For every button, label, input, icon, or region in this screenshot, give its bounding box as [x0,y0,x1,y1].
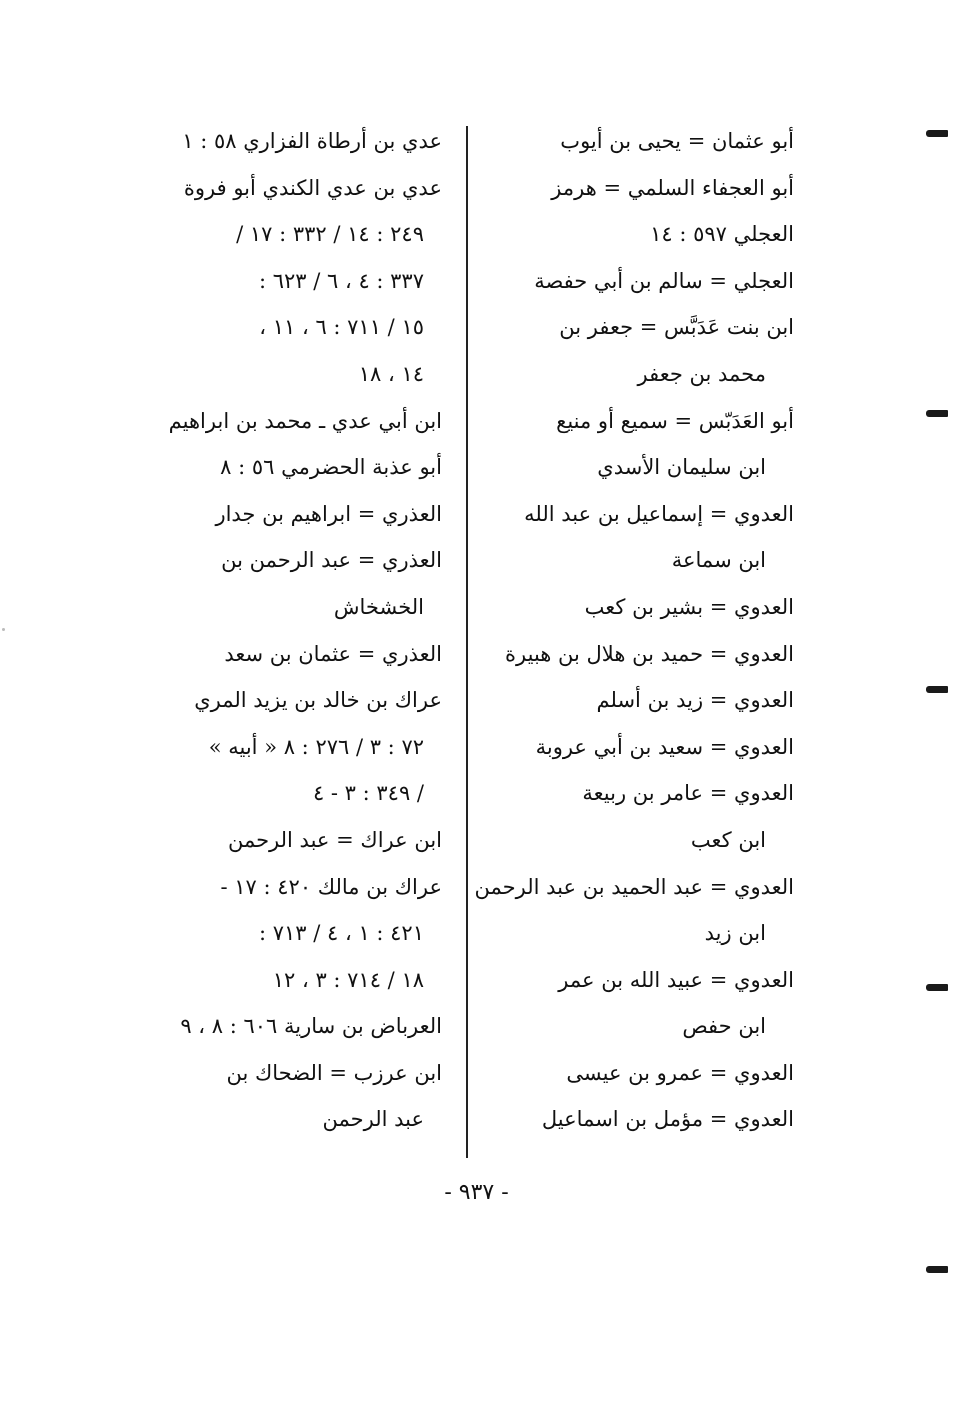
binding-mark [926,984,948,991]
entry-line: ابن أبي عدي ـ محمد بن ابراهيم [168,408,442,433]
entry-continuation: عبد الرحمن [322,1107,424,1132]
right-column [474,118,794,1143]
entry-line: العدوي = سعيد بن أبي عروبة [535,734,794,759]
entry-line: العدوي = عامر بن ربيعة [582,781,794,806]
entry-continuation: ابن كعب [690,827,766,852]
entry-line: أبو العَدَبّس = سميع أو منيع [556,408,794,433]
entry-line: العدوي = مؤمل بن اسماعيل [541,1107,794,1132]
entry-line: أبو عثمان = يحيى بن أيوب [560,129,794,153]
entry-line: ابن عرزب = الضحاك بن [226,1060,442,1085]
binding-mark [926,1266,948,1273]
entry-line: العرباض بن سارية ٦٠٦ : ٨ ، ٩ [180,1014,442,1039]
entry-continuation: ابن سماعة [671,548,766,573]
entry-references: ٣٣٧ : ٤ ، ٦ / ٦٢٣ : [258,268,424,293]
entry-line: العذري = عبد الرحمن بن [221,548,442,573]
entry-line: العدوي = عمرو بن عيسى [566,1060,794,1085]
entry-line: العجلي ٥٩٧ : ١٤ [650,222,794,247]
entry-references: ٧٢ : ٣ / ٢٧٦ : ٨ « أبيه » [208,734,424,759]
entry-references: ١٨ / ٧١٤ : ٣ ، ١٢ [272,967,424,992]
entry-line: عدي بن أرطاة الفزاري ٥٨ : ١ [182,129,442,153]
entry-continuation: ابن سليمان الأسدي [597,455,766,480]
entry-line: العدوي = عبيد الله بن عمر [558,967,794,992]
column-divider [466,126,468,1158]
left-column [130,118,442,1143]
entry-continuation: محمد بن جعفر [637,361,766,386]
entry-references: / ٣٤٩ : ٣ - ٤ [312,781,424,806]
entry-line: أبو العجفاء السلمي = هرمز [551,175,794,200]
binding-mark [926,410,948,417]
entry-references: ٤٢١ : ١ ، ٤ / ٧١٣ : [258,921,424,946]
entry-line: العجلي = سالم بن أبي حفصة [534,268,794,293]
entry-line: ابن بنت عَدَبَّس = جعفر بن [559,315,794,340]
entry-line: أبو عذبة الحضرمي ٥٦ : ٨ [220,455,442,480]
entry-references: ١٤ ، ١٨ [358,361,424,386]
entry-line: العذري = ابراهيم بن جدار [215,501,442,526]
page-number: - ٩٣٧ - [444,1180,509,1205]
entry-line: عراك بن مالك ٤٢٠ : ١٧ - [220,874,442,899]
entry-continuation: ابن حفص [682,1014,766,1039]
entry-line: العدوي = عبد الحميد بن عبد الرحمن [474,874,794,899]
entry-line: العدوي = حميد بن هلال بن هبيرة [505,641,794,666]
entry-line: العذري = عثمان بن سعد [224,641,442,666]
entry-continuation: ابن زيد [704,921,766,946]
entry-continuation: الخشخاش [333,594,424,619]
entry-line: ابن عراك = عبد الرحمن [227,827,442,852]
entry-references: ١٥ / ٧١١ : ٦ ، ١١ ، [259,315,424,340]
entry-line: العدوي = زيد بن أسلم [596,688,794,713]
entry-references: ٢٤٩ : ١٤ / ٣٣٢ : ١٧ / [236,222,424,247]
entry-line: عدي بن عدي الكندي أبو فروة [183,175,442,200]
binding-mark [926,686,948,693]
binding-mark [926,130,948,137]
entry-line: العدوي = إسماعيل بن عبد الله [524,501,794,526]
scan-speck [2,628,5,631]
entry-line: عراك بن خالد بن يزيد المري [194,688,442,713]
entry-line: العدوي = بشير بن كعب [584,594,794,619]
